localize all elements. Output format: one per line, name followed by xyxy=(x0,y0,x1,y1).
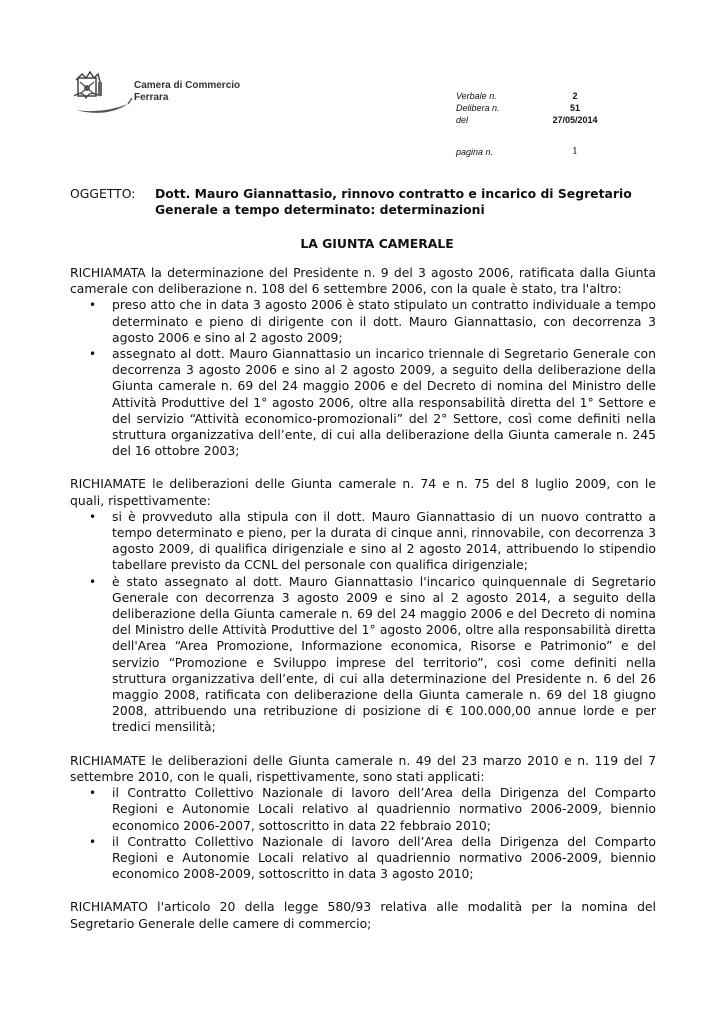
document-body xyxy=(70,265,656,949)
subject-label: OGGETTO: xyxy=(70,186,136,201)
list-item xyxy=(70,785,656,834)
recital-intro: RICHIAMATA la determinazione del Presidente n. 9 del 3 agosto 2006, ratificata dalla Giunta camerale con deliberazione n. 108 del 6 settembre 2006, con la quale è stato, tra l'altro: xyxy=(70,265,656,297)
verbale-box xyxy=(456,90,616,158)
recital-intro: RICHIAMATO l'articolo 20 della legge 580/93 relativa alle modalità per la nomina del Segretario Generale delle camere di commercio; xyxy=(70,899,656,931)
recital-section xyxy=(70,899,656,931)
bullet-list xyxy=(70,297,656,459)
date-row xyxy=(456,114,616,126)
list-item-text: il Contratto Collettivo Nazionale di lavoro dell’Area della Dirigenza del Comparto Regioni e Autonomie Locali relativo al quadriennio normativo 2006-2009, biennio economico 2006-2007, sottoscritto in data 22 febbraio 2010; xyxy=(112,785,656,833)
delibera-row xyxy=(456,102,616,114)
chamber-emblem-icon xyxy=(72,70,132,120)
list-item-text: assegnato al dott. Mauro Giannattasio un incarico triennale di Segretario Generale con decorrenza 3 agosto 2006 e sino al 2 agosto 2009, a seguito della deliberazione della Giunta camerale n. 69 del 24 maggio 2006 e del Decreto di nomina del Ministro delle Attività Produttive del 1° agosto 2006, oltre alla responsabilità diretta del 1° Settore e del servizio “Attività economico-promozionali” del 2° Settore, così come definiti nella struttura organizzativa dell’ente, di cui alla deliberazione della Giunta camerale n. 245 del 16 ottobre 2003; xyxy=(112,346,656,459)
subject-text: Dott. Mauro Giannattasio, rinnovo contratto e incarico di Segretario Generale a tempo determinato: determinazioni xyxy=(155,186,632,217)
chamber-logo xyxy=(72,70,242,120)
date-value: 27/05/2014 xyxy=(552,115,598,125)
list-item xyxy=(70,297,656,346)
bullet-icon: • xyxy=(89,786,97,801)
list-item xyxy=(70,346,656,459)
list-item-text: preso atto che in data 3 agosto 2006 è stato stipulato un contratto individuale a tempo determinato e pieno di dirigente con il dott. Mauro Giannattasio, con decorrenza 3 agosto 2006 e sino al 2 agosto 2009; xyxy=(112,297,656,345)
bullet-icon: • xyxy=(89,298,97,313)
section-heading xyxy=(0,236,724,251)
date-label: del xyxy=(456,115,469,125)
list-item-text: è stato assegnato al dott. Mauro Giannattasio l'incarico quinquennale di Segretario Generale con decorrenza 3 agosto 2009 e sino al 2 agosto 2014, a seguito della deliberazione della Giunta camerale n. 69 del 24 maggio 2006 e del Decreto di nomina del Ministro delle Attività Produttive del 1° agosto 2006, oltre alla responsabilità diretta dell'Area “Area Promozione, Informazione economica, Risorse e Patrimonio” e del servizio “Promozione e Sviluppo imprese del territorio”, così come definiti nella struttura organizzativa dell’ente, di cui alla determinazione del Presidente n. 6 del 26 maggio 2008, ratificata con deliberazione della Giunta camerale n. 69 del 18 giugno 2008, attribuendo una retribuzione di posizione di € 100.000,00 annue lorde e per tredici mensilità; xyxy=(112,573,656,735)
bullet-list xyxy=(70,509,656,736)
list-item xyxy=(70,834,656,883)
recital-intro: RICHIAMATE le deliberazioni delle Giunta camerale n. 49 del 23 marzo 2010 e n. 119 del 7 settembre 2010, con le quali, rispettivamente, sono stati applicati: xyxy=(70,752,656,784)
chamber-name xyxy=(134,80,240,104)
list-item-text: si è provveduto alla stipula con il dott. Mauro Giannattasio di un nuovo contratto a tempo determinato e pieno, per la durata di cinque anni, rinnovabile, con decorrenza 3 agosto 2009, di qualifica dirigenziale e sino al 2 agosto 2014, attribuendo lo stipendio tabellare previsto da CCNL del personale con qualifica dirigenziale; xyxy=(112,508,656,573)
list-item-text: il Contratto Collettivo Nazionale di lavoro dell’Area della Dirigenza del Comparto Regioni e Autonomie Locali relativo al quadriennio normativo 2006-2009, biennio economico 2008-2009, sottoscritto in data 3 agosto 2010; xyxy=(112,833,656,882)
recital-section xyxy=(70,476,656,735)
bullet-icon: • xyxy=(89,347,97,362)
verbale-row xyxy=(456,90,616,102)
bullet-icon: • xyxy=(89,574,97,589)
bullet-icon: • xyxy=(89,834,97,849)
page-number-label: pagina n. xyxy=(456,147,494,157)
chamber-name-line2: Ferrara xyxy=(134,92,169,103)
delibera-label: Delibera n. xyxy=(456,103,500,113)
list-item xyxy=(70,509,656,574)
verbale-value: 2 xyxy=(572,91,578,101)
recital-section xyxy=(70,265,656,459)
recital-intro: RICHIAMATE le deliberazioni delle Giunta camerale n. 74 e n. 75 del 8 luglio 2009, con le quali, rispettivamente: xyxy=(70,476,656,508)
delibera-value: 51 xyxy=(569,103,580,113)
page-number-row xyxy=(456,146,616,158)
page-number-value: 1 xyxy=(572,147,578,157)
list-item xyxy=(70,574,656,736)
chamber-name-line1: Camera di Commercio xyxy=(134,80,241,91)
giunta-heading: LA GIUNTA CAMERALE xyxy=(300,236,454,251)
verbale-label: Verbale n. xyxy=(456,91,497,101)
recital-section xyxy=(70,753,656,883)
bullet-icon: • xyxy=(89,509,97,524)
bullet-list xyxy=(70,785,656,882)
